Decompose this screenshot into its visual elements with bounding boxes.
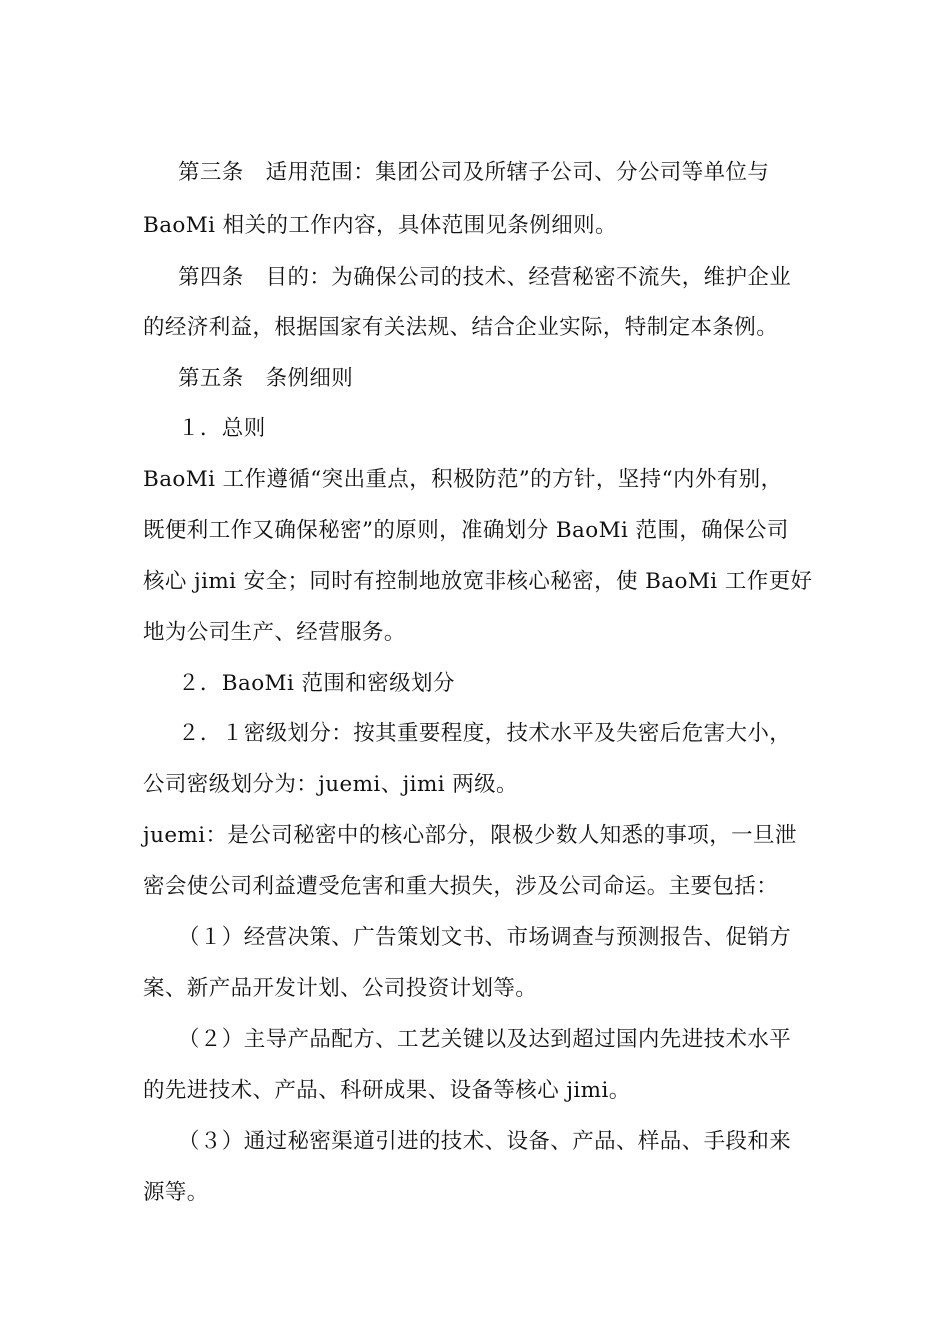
- text-line-article5: 第五条 条例细则: [178, 366, 354, 391]
- text-line-juemi-2: 密会使公司利益遭受危害和重大损失，涉及公司命运。主要包括：: [143, 874, 779, 899]
- text-line-item2-1: （２）主导产品配方、工艺关键以及达到超过国内先进技术水平: [178, 1027, 792, 1052]
- text-line-section2-heading: ２．BaoMi 范围和密级划分: [178, 671, 455, 696]
- text-line-section2-1-1: ２．１密级划分：按其重要程度，技术水平及失密后危害大小，: [178, 721, 792, 746]
- text-line-item1-1: （１）经营决策、广告策划文书、市场调查与预测报告、促销方: [178, 925, 792, 950]
- text-line-section1-4: 地为公司生产、经营服务。: [143, 620, 406, 645]
- text-line-section1-heading: １．总则: [178, 416, 266, 441]
- text-line-item3-1: （３）通过秘密渠道引进的技术、设备、产品、样品、手段和来: [178, 1129, 792, 1154]
- text-line-item3-2: 源等。: [143, 1180, 209, 1205]
- text-line-item2-2: 的先进技术、产品、科研成果、设备等核心 jimi。: [143, 1078, 631, 1103]
- text-line-section1-1: BaoMi 工作遵循“突出重点，积极防范”的方针，坚持“内外有别，: [143, 467, 783, 492]
- text-line-juemi-1: juemi：是公司秘密中的核心部分，限极少数人知悉的事项，一旦泄: [143, 823, 797, 848]
- text-line-article3-1: 第三条 适用范围：集团公司及所辖子公司、分公司等单位与: [178, 160, 770, 185]
- text-line-article4-1: 第四条 目的：为确保公司的技术、经营秘密不流失，维护企业: [178, 265, 792, 290]
- text-line-article3-2: BaoMi 相关的工作内容，具体范围见条例细则。: [143, 213, 617, 238]
- text-line-item1-2: 案、新产品开发计划、公司投资计划等。: [143, 976, 538, 1001]
- text-line-section2-1-2: 公司密级划分为：juemi、jimi 两级。: [143, 772, 518, 797]
- text-line-section1-3: 核心 jimi 安全；同时有控制地放宽非核心秘密，使 BaoMi 工作更好: [143, 569, 813, 594]
- text-line-article4-2: 的经济利益，根据国家有关法规、结合企业实际，特制定本条例。: [143, 315, 779, 340]
- text-line-section1-2: 既便利工作又确保秘密”的原则，准确划分 BaoMi 范围，确保公司: [143, 518, 789, 543]
